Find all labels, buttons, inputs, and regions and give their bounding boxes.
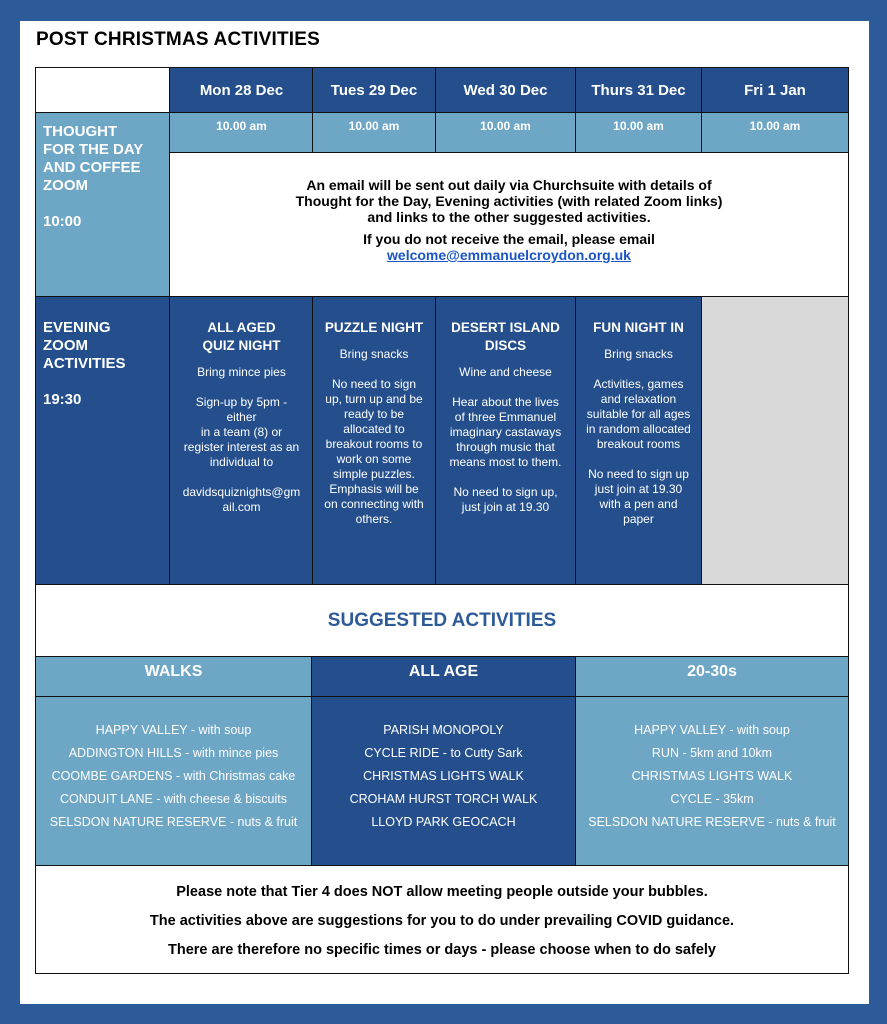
suggestion-item: COOMBE GARDENS - with Christmas cake — [51, 769, 296, 783]
evening-label-line: EVENING — [43, 319, 111, 336]
corner-cell — [35, 67, 170, 113]
activity-text-line: through music that — [456, 440, 555, 454]
activity-quiz-night — [169, 296, 314, 585]
activity-text-line: davidsquiznights@gm — [182, 485, 301, 499]
thought-label-line: FOR THE DAY — [43, 141, 144, 158]
twenty-thirties-list — [575, 696, 849, 866]
thought-label-line: ZOOM — [43, 177, 88, 194]
activity-text-line: No need to sign up — [588, 467, 689, 481]
note-line: There are therefore no specific times or days - please choose when to do safely — [168, 942, 716, 958]
activity-title-line: FUN NIGHT IN — [593, 320, 684, 335]
info-line: An email will be sent out daily via Churchsuite with details of — [306, 177, 712, 193]
day-header-fri: Fri 1 Jan — [701, 67, 849, 113]
day-header-thu: Thurs 31 Dec — [575, 67, 702, 113]
activity-text-line: individual to — [209, 455, 274, 469]
evening-label-line: ZOOM — [43, 337, 88, 354]
note-line: The activities above are suggestions for you to do under prevailing COVID guidance. — [149, 913, 735, 929]
activity-text-line: and relaxation — [600, 392, 677, 406]
suggestion-item: SELSDON NATURE RESERVE - nuts & fruit — [588, 815, 836, 829]
activity-paragraph — [580, 377, 697, 452]
activity-text-line: work on some — [336, 452, 412, 466]
activity-puzzle-night — [312, 296, 436, 585]
suggestion-item: HAPPY VALLEY - with soup — [95, 723, 252, 737]
activity-title — [440, 319, 571, 355]
page-title: POST CHRISTMAS ACTIVITIES — [36, 29, 321, 50]
walks-list — [35, 696, 312, 866]
activity-desert-island-discs — [435, 296, 576, 585]
activity-paragraph — [174, 485, 309, 515]
day-header-wed: Wed 30 Dec — [435, 67, 576, 113]
activity-title-line: ALL AGED — [207, 320, 276, 335]
activity-text-line: allocated to — [343, 422, 405, 436]
suggestion-item: HAPPY VALLEY - with soup — [634, 723, 790, 737]
activity-text-line: register interest as an — [183, 440, 300, 454]
suggestion-item: ADDINGTON HILLS - with mince pies — [68, 746, 279, 760]
activity-text-line: others. — [355, 512, 393, 526]
suggestion-item: RUN - 5km and 10km — [651, 746, 773, 760]
activity-text-line: with a pen and — [599, 497, 678, 511]
activity-text-line: Bring snacks — [604, 347, 673, 361]
thought-label-line: AND COFFEE — [43, 159, 141, 176]
activity-paragraph — [174, 365, 309, 380]
email-link[interactable]: welcome@emmanuelcroydon.org.uk — [387, 247, 631, 263]
activity-text-line: No need to sign up, — [453, 485, 558, 499]
thought-time: 10:00 — [43, 213, 82, 230]
activity-text-line: means most to them. — [449, 455, 562, 469]
all-age-header: ALL AGE — [311, 656, 576, 697]
suggestion-item: CROHAM HURST TORCH WALK — [349, 792, 538, 806]
suggestion-item: CYCLE RIDE - to Cutty Sark — [364, 746, 523, 760]
activity-text-line: up, turn up and be — [325, 392, 423, 406]
activity-paragraph — [440, 485, 571, 515]
thought-slot-thu: 10.00 am — [575, 112, 702, 153]
activities-sheet — [20, 21, 869, 1004]
activity-text-line: just join at 19.30 — [594, 482, 683, 496]
activity-text-line: in a team (8) or — [200, 425, 283, 439]
activity-text-line: Bring mince pies — [197, 365, 286, 379]
twenty-thirties-header: 20-30s — [575, 656, 849, 697]
suggestion-item: LLOYD PARK GEOCACH — [371, 815, 516, 829]
thought-slot-fri: 10.00 am — [701, 112, 849, 153]
activity-text-line: Hear about the lives — [452, 395, 559, 409]
activity-title-line: QUIZ NIGHT — [202, 338, 281, 353]
thought-slot-mon: 10.00 am — [169, 112, 314, 153]
activity-text-line: on connecting with — [324, 497, 424, 511]
activity-fun-night-in — [575, 296, 702, 585]
evening-row-label — [35, 296, 170, 585]
activity-paragraph — [580, 347, 697, 362]
activity-title-line: DESERT ISLAND — [451, 320, 560, 335]
activity-text-line: of three Emmanuel — [454, 410, 557, 424]
activity-paragraph — [174, 395, 309, 470]
activity-text-line: Activities, games — [593, 377, 684, 391]
day-header-tue: Tues 29 Dec — [312, 67, 436, 113]
notes-box — [35, 865, 849, 974]
empty-activity-cell — [701, 296, 849, 585]
walks-header: WALKS — [35, 656, 312, 697]
info-line: Thought for the Day, Evening activities (with related Zoom links) — [295, 193, 723, 209]
activity-text-line: either — [226, 410, 257, 424]
activity-text-line: Wine and cheese — [459, 365, 552, 379]
activity-text-line: Emphasis will be — [329, 482, 419, 496]
thought-label-line: THOUGHT — [43, 123, 118, 140]
suggestion-item: CONDUIT LANE - with cheese & biscuits — [60, 792, 287, 806]
day-header-mon: Mon 28 Dec — [169, 67, 314, 113]
activity-paragraph — [317, 377, 431, 527]
evening-label-line: ACTIVITIES — [43, 355, 126, 372]
activity-text-line: No need to sign — [331, 377, 417, 391]
activity-title-line: PUZZLE NIGHT — [324, 320, 424, 335]
activity-title-line: DISCS — [484, 338, 527, 353]
activity-text-line: suitable for all ages — [586, 407, 691, 421]
email-prompt: If you do not receive the email, please email — [363, 231, 655, 247]
activity-title — [580, 319, 697, 337]
suggested-heading: SUGGESTED ACTIVITIES — [35, 584, 849, 657]
evening-time: 19:30 — [43, 391, 82, 408]
thought-slot-tue: 10.00 am — [312, 112, 436, 153]
activity-text-line: Bring snacks — [339, 347, 409, 361]
suggestion-item: SELSDON NATURE RESERVE - nuts & fruit — [49, 815, 298, 829]
suggestion-item: PARISH MONOPOLY — [383, 723, 504, 737]
activity-paragraph — [440, 365, 571, 380]
suggestion-item: CHRISTMAS LIGHTS WALK — [363, 769, 524, 783]
activity-text-line: simple puzzles. — [332, 467, 416, 481]
activity-paragraph — [580, 467, 697, 527]
info-line: and links to the other suggested activities. — [367, 209, 651, 225]
activity-text-line: just join at 19.30 — [461, 500, 550, 514]
thought-slot-wed: 10.00 am — [435, 112, 576, 153]
activity-paragraph — [440, 395, 571, 470]
activity-title — [174, 319, 309, 355]
activity-paragraph — [317, 347, 431, 362]
activity-text-line: breakout rooms to — [325, 437, 423, 451]
activity-text-line: breakout rooms — [596, 437, 681, 451]
activity-text-line: imaginary castaways — [449, 425, 562, 439]
activity-text-line: Sign-up by 5pm - — [195, 395, 288, 409]
email-info-box — [169, 152, 849, 297]
activity-text-line: in random allocated — [586, 422, 691, 436]
activity-title — [317, 319, 431, 337]
activity-text-line: ail.com — [222, 500, 261, 514]
thought-row-label — [35, 112, 170, 297]
activity-text-line: paper — [623, 512, 654, 526]
suggestion-item: CHRISTMAS LIGHTS WALK — [631, 769, 793, 783]
activity-text-line: ready to be — [343, 407, 405, 421]
note-line: Please note that Tier 4 does NOT allow meeting people outside your bubbles. — [176, 884, 708, 900]
all-age-list — [311, 696, 576, 866]
suggestion-item: CYCLE - 35km — [670, 792, 754, 806]
